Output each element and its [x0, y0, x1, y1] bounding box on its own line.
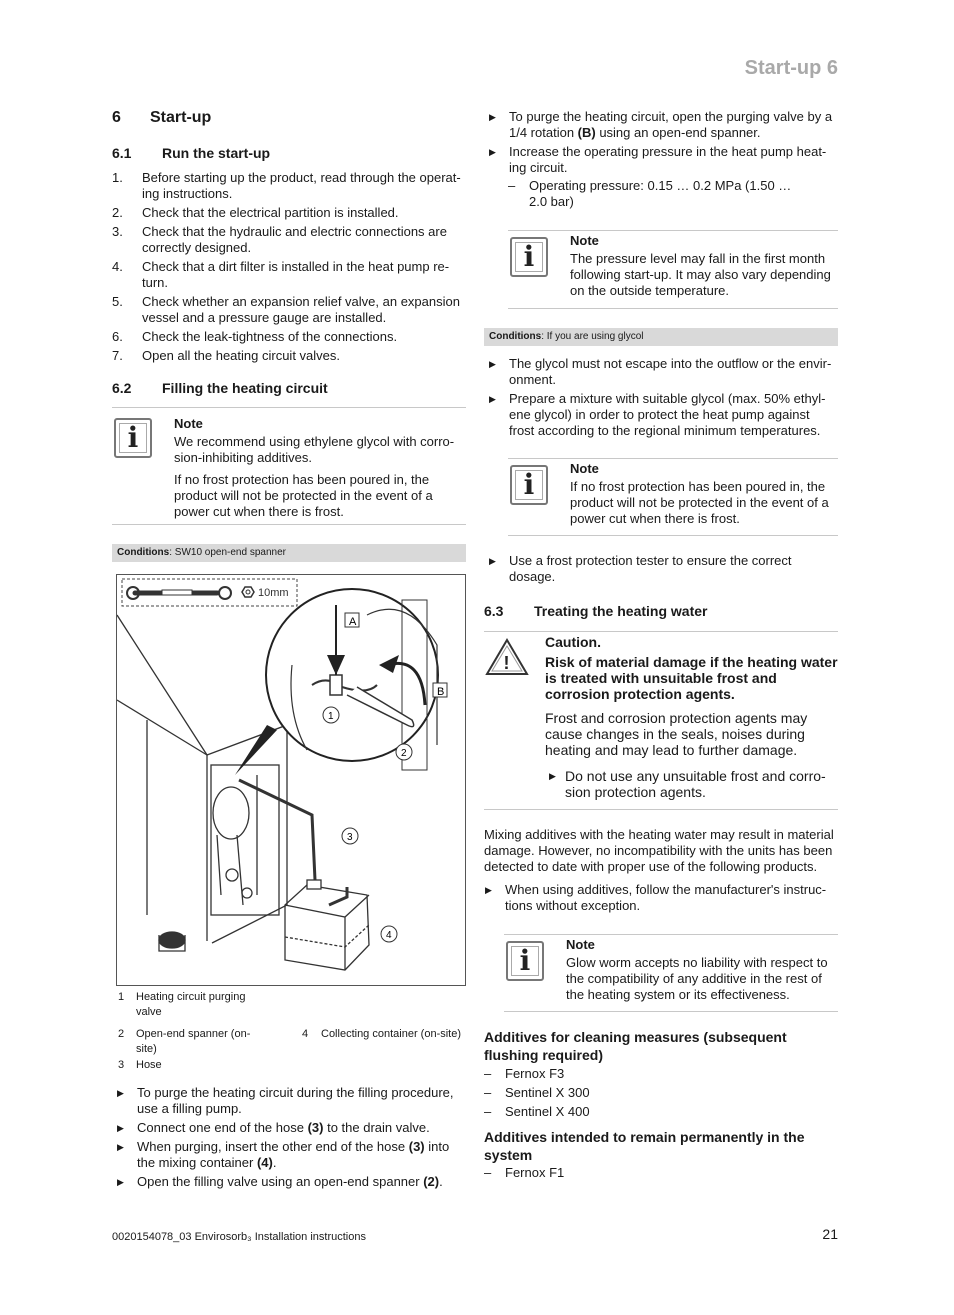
step-text: Connect one end of the hose [137, 1120, 308, 1135]
conditions-text: : If you are using glycol [541, 331, 644, 342]
list-item: – Sentinel X 400 [484, 1104, 590, 1119]
callout-2: 2 [401, 748, 407, 759]
step-number: 7. [112, 348, 123, 363]
installation-figure [116, 574, 466, 986]
legend-item [118, 990, 268, 1020]
list-item: – Operating pressure: 0.15 … 0.2 MPa (1.50 … 2.0 bar) [508, 178, 792, 209]
conditions-bar [484, 328, 838, 346]
note-title: Note [174, 416, 203, 431]
running-header: Start-up 6 [744, 57, 838, 79]
legend-number: 3 [118, 1059, 125, 1071]
subsection-title: Filling the heating circuit [162, 380, 328, 396]
legend-number: 1 [118, 991, 125, 1003]
step-text: The glycol must not escape into the outflow or the envir-onment. [509, 356, 832, 387]
info-icon: i [114, 418, 152, 458]
svg-text:!: ! [503, 653, 510, 673]
legend-number: 2 [118, 1028, 125, 1040]
list-item: ▶ Open the filling valve using an open-end spanner (2). [117, 1174, 443, 1189]
step-text: Open all the heating circuit valves. [142, 348, 340, 363]
step-text: When using additives, follow the manufacturer's instruc-tions without exception. [505, 882, 827, 913]
note-paragraph: If no frost protection has been poured in, the product will not be protected in the event of a power cut when there is frost. [570, 479, 829, 526]
step-text: into the mixing container [137, 1139, 450, 1170]
pressure-list [508, 178, 798, 213]
step-text: Before starting up the product, read through the operat-ing instructions. [142, 170, 461, 201]
nut-icon [242, 587, 254, 597]
list-item [112, 329, 466, 345]
product-name: Fernox F3 [505, 1066, 565, 1081]
list-item [112, 348, 466, 364]
legend-item [302, 1027, 462, 1042]
warning-triangle-icon [484, 637, 530, 677]
step-text: Check the leak-tightness of the connections. [142, 329, 398, 344]
legend-item [118, 1058, 268, 1073]
step-number: 3. [112, 224, 123, 239]
section-heading [112, 110, 211, 126]
note-paragraph: The pressure level may fall in the first month following start-up. It may also vary depending on the outside temperature. [570, 251, 831, 298]
subsection-number: 6.3 [484, 603, 504, 619]
list-item: ▶ To purge the heating circuit during the filling procedure, use a filling pump. [117, 1085, 454, 1116]
legend-text: Collecting container (on-site) [321, 1028, 462, 1040]
subsection-number: 6.1 [112, 145, 132, 161]
info-icon: i [510, 465, 548, 505]
note-box [508, 458, 838, 536]
subsection-number: 6.2 [112, 380, 132, 396]
caution-title: Caution. [545, 634, 601, 650]
step-text: Use a frost protection tester to ensure the correct dosage. [509, 553, 792, 584]
purge-steps [484, 109, 838, 179]
step-text: Check that a dirt filter is installed in the heat pump re-turn. [142, 259, 450, 290]
purging-valve-icon [330, 675, 342, 695]
additive-step [480, 882, 838, 917]
label-b: B [437, 686, 445, 698]
list-item: ▶ Prepare a mixture with suitable glycol (max. 50% ethyl-ene glycol) in order to protect the heat pump against frost according to the regional minimum temperatures. [489, 391, 826, 438]
step-number: 2. [112, 205, 123, 220]
product-name: Sentinel X 300 [505, 1085, 590, 1100]
step-number: 4. [112, 259, 123, 274]
note-paragraph: We recommend using ethylene glycol with corro-sion-inhibiting additives. [174, 434, 455, 465]
collecting-container [285, 880, 369, 970]
note-text [174, 416, 466, 520]
mixing-paragraph: Mixing additives with the heating water may result in material damage. However, no incompatibility with the units has been detected to date with proper use of the following products. [484, 827, 834, 874]
step-text: Increase the operating pressure in the heat pump heat-ing circuit. [509, 144, 827, 175]
caution-heading: Risk of material damage if the heating water is treated with unsuitable frost and corrosion protection agents. [545, 654, 838, 702]
list-item: ▶ To purge the heating circuit, open the purging valve by a 1/4 rotation (B) using an open-end spanner. [489, 109, 833, 140]
note-box [112, 407, 466, 525]
conditions-text: : SW10 open-end spanner [169, 547, 286, 558]
list-item: ▶ Connect one end of the hose (3) to the drain valve. [117, 1120, 430, 1135]
startup-steps [112, 170, 466, 367]
step-number: 5. [112, 294, 123, 309]
note-title: Note [566, 937, 595, 952]
pressure-text: Operating pressure: 0.15 … 0.2 MPa (1.50 … 2.0 bar) [529, 178, 792, 209]
spanner-tool-icon [127, 587, 231, 599]
list-item: – Sentinel X 300 [484, 1085, 590, 1100]
callout-4: 4 [386, 930, 392, 941]
ref-bold: (3) [408, 1139, 425, 1154]
conditions-bar [112, 544, 466, 562]
caution-text [545, 634, 838, 800]
product-name: Sentinel X 400 [505, 1104, 590, 1119]
list-item: – Fernox F3 [484, 1066, 565, 1081]
step-text: to the drain valve. [323, 1120, 430, 1135]
note-paragraph: Glow worm accepts no liability with respect to the compatibility of any additive in the rest of the heating system or its effectiveness. [566, 955, 828, 1002]
note-text [570, 461, 838, 527]
note-title: Note [570, 233, 599, 248]
permanent-list [484, 1165, 784, 1184]
info-icon: i [510, 237, 548, 277]
step-text: When purging, insert the other end of the hose [137, 1139, 409, 1154]
step-text: . [439, 1174, 443, 1189]
list-item [112, 259, 466, 291]
subsection-title: Treating the heating water [534, 603, 708, 619]
label-a: A [349, 616, 357, 628]
legend-text: Open-end spanner (on-site) [136, 1028, 251, 1055]
ref-bold: (4) [256, 1155, 273, 1170]
filling-steps [112, 1085, 466, 1193]
subsection-heading-6-1 [112, 145, 270, 161]
footer-doc-id: 0020154078_03 Envirosorb₃ Installation instructions [112, 1231, 366, 1243]
callout-pointer [235, 725, 277, 775]
note-title: Note [570, 461, 599, 476]
callout-1: 1 [328, 711, 334, 722]
legend-text: Hose [136, 1059, 162, 1071]
step-text: Check that the hydraulic and electric connections are correctly designed. [142, 224, 447, 255]
subsection-heading-6-2 [112, 380, 328, 396]
heat-pump-unit [117, 615, 287, 951]
note-text [566, 937, 838, 1003]
ref-bold: (B) [577, 125, 596, 140]
list-item: ▶ When purging, insert the other end of the hose (3) into the mixing container (4). [117, 1139, 450, 1170]
list-item: – Fernox F1 [484, 1165, 565, 1180]
cleaning-heading: Additives for cleaning measures (subsequent flushing required) [484, 1029, 787, 1063]
legend-number: 4 [302, 1028, 309, 1040]
subsection-title: Run the start-up [162, 145, 271, 161]
step-number: 6. [112, 329, 123, 344]
step-text: Open the filling valve using an open-end spanner [137, 1174, 424, 1189]
step-text: using an open-end spanner. [595, 125, 761, 140]
step-text: Prepare a mixture with suitable glycol (max. 50% ethyl-ene glycol) in order to protect the heat pump against frost according to the regional minimum temperatures. [509, 391, 826, 438]
figure-illustration [117, 575, 465, 985]
step-number: 1. [112, 170, 123, 185]
note-text [570, 233, 838, 299]
step-text: To purge the heating circuit, open the purging valve by a 1/4 rotation [509, 109, 833, 140]
callout-3: 3 [347, 832, 353, 843]
note-box [508, 230, 838, 309]
step-text: Check whether an expansion relief valve, an expansion vessel and a pressure gauge are installed. [142, 294, 460, 325]
section-title: Start-up [150, 109, 212, 126]
note-box [504, 934, 838, 1012]
permanent-heading: Additives intended to remain permanently in the system [484, 1129, 805, 1163]
caution-action: ▶ Do not use any unsuitable frost and corro-sion protection agents. [549, 768, 826, 800]
conditions-label: Conditions [489, 331, 542, 342]
product-name: Fernox F1 [505, 1165, 565, 1180]
info-icon: i [506, 941, 544, 981]
conditions-label: Conditions [117, 547, 170, 558]
glycol-steps [484, 356, 838, 442]
page-number: 21 [822, 1226, 838, 1242]
list-item: ▶ The glycol must not escape into the outflow or the envir-onment. [489, 356, 832, 387]
list-item [112, 294, 466, 326]
legend-item [118, 1027, 268, 1057]
legend-text: Heating circuit purging valve [136, 991, 246, 1018]
subsection-heading-6-3 [484, 603, 707, 619]
detail-magnifier [266, 589, 447, 770]
step-text: To purge the heating circuit during the filling procedure, use a filling pump. [137, 1085, 454, 1116]
list-item: ▶ When using additives, follow the manufacturer's instruc-tions without exception. [485, 882, 827, 913]
hose [239, 780, 315, 880]
list-item [112, 205, 466, 221]
tester-step [484, 553, 838, 588]
list-item [112, 224, 466, 256]
note-paragraph: If no frost protection has been poured in, the product will not be protected in the event of a power cut when there is frost. [174, 472, 433, 519]
ref-bold: (3) [307, 1120, 324, 1135]
cleaning-list [484, 1066, 784, 1123]
step-text: . [272, 1155, 277, 1170]
tool-size-label: 10mm [258, 587, 289, 599]
list-item: ▶ Increase the operating pressure in the heat pump heat-ing circuit. [489, 144, 827, 175]
caution-paragraph: Frost and corrosion protection agents may cause changes in the seals, noises during heating and may lead to further damage. [545, 710, 808, 758]
caution-box [484, 631, 838, 810]
list-item: ▶ Use a frost protection tester to ensure the correct dosage. [489, 553, 792, 584]
action-text: Do not use any unsuitable frost and corro-sion protection agents. [565, 768, 826, 800]
step-text: Check that the electrical partition is installed. [142, 205, 399, 220]
ref-bold: (2) [423, 1174, 440, 1189]
section-number: 6 [112, 109, 121, 126]
list-item [112, 170, 466, 202]
